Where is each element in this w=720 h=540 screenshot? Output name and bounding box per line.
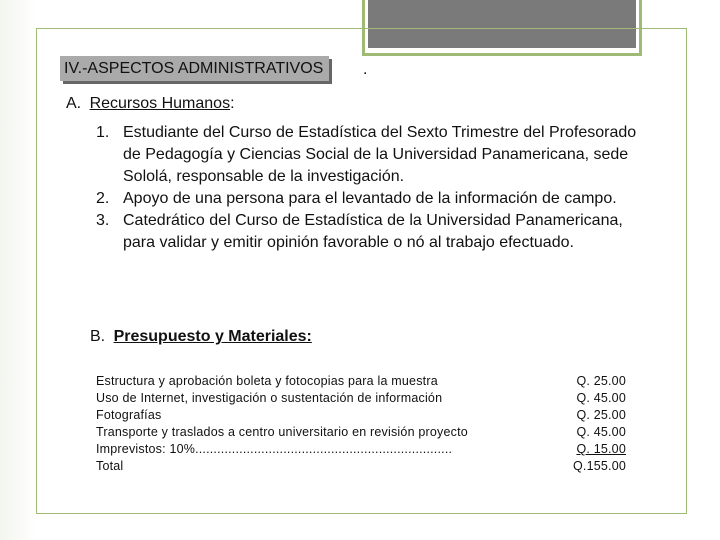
budget-amount: Q. 45.00 xyxy=(576,391,626,405)
table-row xyxy=(96,424,626,441)
budget-total-label: Total xyxy=(96,459,124,473)
subsection-a-heading xyxy=(66,95,235,113)
background-gradient xyxy=(0,0,36,540)
subsection-a-label: Recursos Humanos xyxy=(89,95,231,112)
list-item-text: Apoyo de una persona para el levantado de la información de campo. xyxy=(123,190,617,207)
table-row xyxy=(96,441,626,458)
list-item xyxy=(96,210,641,254)
subsection-a-colon: : xyxy=(230,95,235,112)
table-row xyxy=(96,407,626,424)
table-row-total xyxy=(96,458,626,475)
subsection-b-heading xyxy=(90,328,312,346)
section-title-period: . xyxy=(363,61,368,78)
budget-amount: Q. 15.00 xyxy=(576,442,626,456)
budget-amount: Q. 25.00 xyxy=(576,374,626,388)
subsection-b-label: Presupuesto y Materiales: xyxy=(113,328,312,345)
section-title: IV.-ASPECTOS ADMINISTRATIVOS xyxy=(60,56,329,81)
list-item-number: 3. xyxy=(96,212,110,229)
budget-total-amount: Q.155.00 xyxy=(572,459,626,473)
list-item-number: 1. xyxy=(96,124,110,141)
list-item-text: Estudiante del Curso de Estadística del Sexto Trimestre del Profesorado de Pedagogía y Ciencias Social de la Universidad Panamericana, sede Sololá, responsable de la investigación. xyxy=(123,124,637,185)
list-item xyxy=(96,188,641,210)
table-row xyxy=(96,373,626,390)
subsection-a-letter: A. xyxy=(66,95,82,112)
budget-item: Transporte y traslados a centro universitario en revisión proyecto xyxy=(96,425,468,439)
table-row xyxy=(96,390,626,407)
list-item-number: 2. xyxy=(96,190,110,207)
slide-content xyxy=(38,30,685,512)
budget-item: Fotografías xyxy=(96,408,162,422)
budget-amount: Q. 25.00 xyxy=(576,408,626,422)
budget-amount: Q. 45.00 xyxy=(576,425,626,439)
subsection-b-letter: B. xyxy=(90,328,106,345)
list-item xyxy=(96,122,641,188)
budget-item: Imprevistos: 10%...................................................................... xyxy=(96,442,453,456)
list-item-text: Catedrático del Curso de Estadística de la Universidad Panamericana, para validar y emitir opinión favorable o nó al trabajo efectuado. xyxy=(123,212,623,251)
budget-table xyxy=(96,373,626,475)
budget-item: Estructura y aprobación boleta y fotocopias para la muestra xyxy=(96,374,438,388)
budget-item: Uso de Internet, investigación o sustentación de información xyxy=(96,391,443,405)
human-resources-list xyxy=(96,122,641,254)
